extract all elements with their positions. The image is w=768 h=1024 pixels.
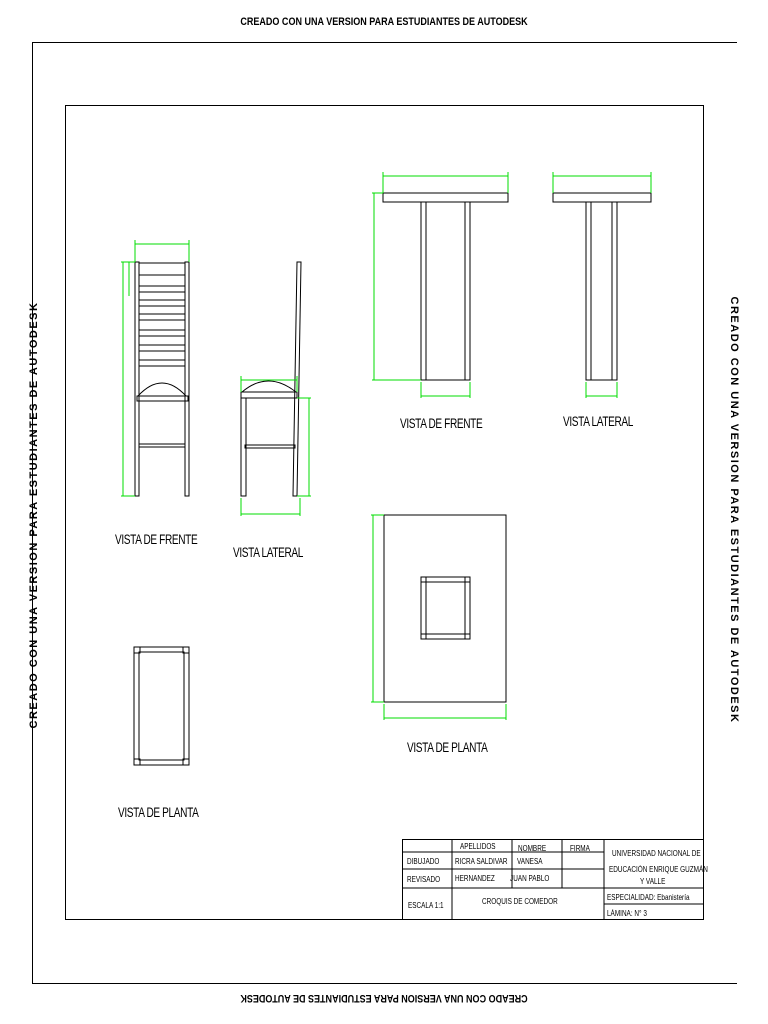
- table-front-dimensions: [372, 172, 508, 398]
- table-side-view: [553, 193, 651, 380]
- universidad-line-2: EDUCACIÓN ENRIQUE GUZMÁN: [609, 865, 708, 874]
- lamina: LÁMINA: N° 3: [607, 909, 647, 918]
- chair-front-label: VISTA DE FRENTE: [115, 531, 198, 547]
- watermark-bottom: CREADO CON UNA VERSION PARA ESTUDIANTES DE AUTODESK: [240, 992, 528, 1004]
- table-plan-label: VISTA DE PLANTA: [407, 739, 488, 755]
- col-firma: FIRMA: [570, 844, 590, 853]
- watermark-left: CREADO CON UNA VERSION PARA ESTUDIANTES DE AUTODESK: [28, 301, 40, 729]
- table-front-view: [383, 193, 508, 380]
- universidad-line-3: Y VALLE: [640, 877, 666, 886]
- table-front-label: VISTA DE FRENTE: [400, 415, 483, 431]
- revisado-apellidos: HERNANDEZ: [455, 874, 495, 883]
- chair-plan-label: VISTA DE PLANTA: [118, 804, 199, 820]
- title-block: [402, 839, 708, 920]
- chair-front-dimensions: [121, 240, 189, 496]
- watermark-right: CREADO CON UNA VERSION PARA ESTUDIANTES DE AUTODESK: [728, 296, 740, 724]
- chair-side-label: VISTA LATERAL: [233, 544, 304, 560]
- escala: ESCALA 1:1: [408, 901, 444, 910]
- row-revisado: REVISADO: [407, 875, 441, 884]
- chair-side-view: [241, 262, 301, 496]
- chair-plan-view: [134, 647, 189, 765]
- watermark-top: CREADO CON UNA VERSION PARA ESTUDIANTES DE AUTODESK: [240, 16, 528, 28]
- especialidad: ESPECIALIDAD: Ebanistería: [607, 893, 690, 902]
- row-dibujado: DIBUJADO: [407, 857, 440, 866]
- table-plan-view: [384, 515, 506, 702]
- col-nombre: NOMBRE: [518, 844, 547, 853]
- chair-front-view: [135, 262, 189, 496]
- col-apellidos: APELLIDOS: [460, 842, 496, 851]
- chair-side-dimensions: [241, 376, 311, 516]
- table-side-dimensions: [553, 172, 651, 398]
- dibujado-nombre: VANESA: [517, 857, 543, 866]
- drawing-title: CROQUIS DE COMEDOR: [482, 897, 558, 906]
- dibujado-apellidos: RICRA SALDIVAR: [455, 857, 508, 866]
- universidad-line-1: UNIVERSIDAD NACIONAL DE: [612, 849, 701, 858]
- revisado-nombre: JUAN PABLO: [510, 874, 550, 883]
- table-plan-dimensions: [371, 515, 506, 720]
- table-side-label: VISTA LATERAL: [563, 413, 634, 429]
